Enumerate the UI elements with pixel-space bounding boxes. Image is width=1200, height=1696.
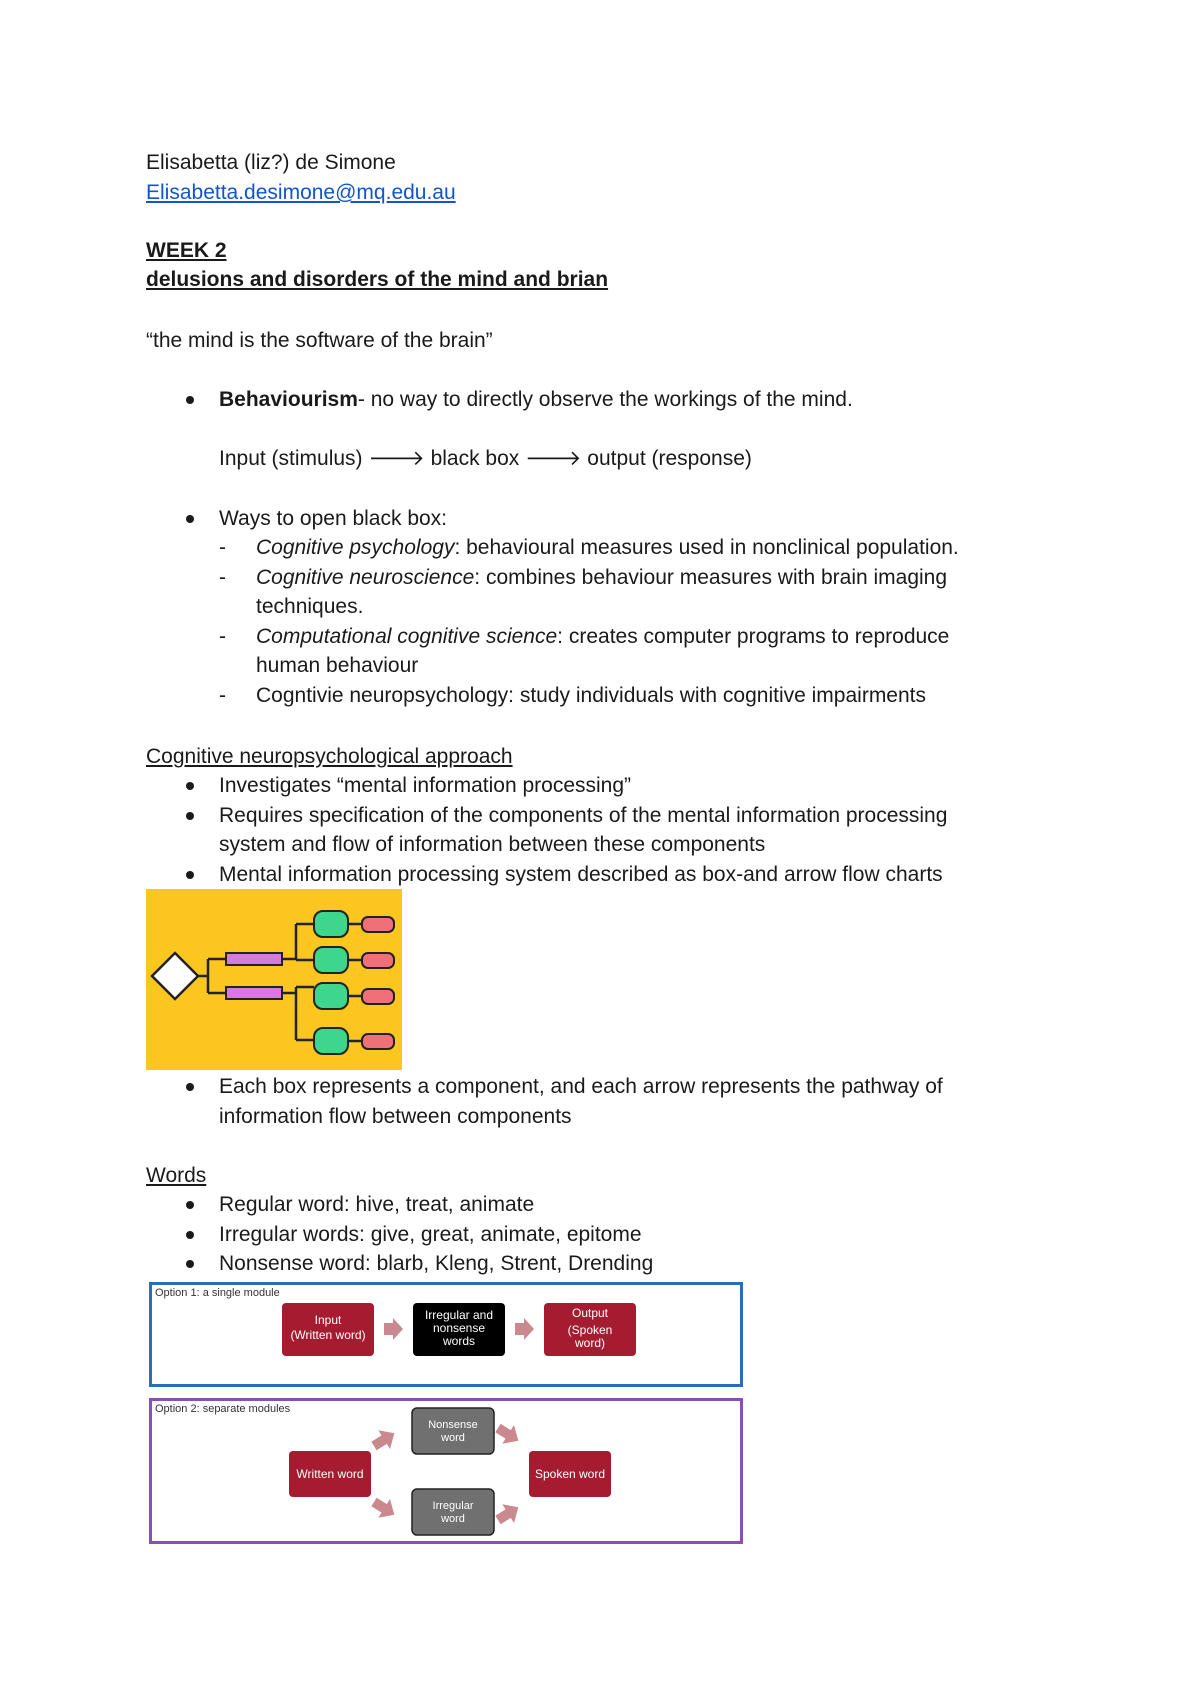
approach-heading: Cognitive neuropsychological approach: [146, 745, 513, 768]
output-box: [362, 1034, 394, 1049]
output-box: [362, 917, 394, 932]
page-title: delusions and disorders of the mind and brian: [146, 268, 609, 291]
irregular-word-label: word: [441, 1513, 465, 1525]
component-box: [314, 947, 348, 973]
written-word-label: Written word: [296, 1467, 364, 1481]
bullet-dot: [186, 515, 194, 523]
approach-after-text: Each box represents a component, and each arrow represents the pathway of: [219, 1075, 943, 1098]
bullet-dot: [186, 812, 194, 820]
flow-black-box: black box: [430, 447, 520, 470]
bullet-dot: [186, 871, 194, 879]
approach-bullet: Investigates “mental information processing”: [219, 774, 632, 797]
option1-diagram: [149, 1282, 743, 1387]
ways-item: Cogntivie neuropsychology: study individuals with cognitive impairments: [256, 684, 927, 707]
irregular-word-label: Irregular: [432, 1500, 474, 1512]
flow-output: output (response): [587, 447, 752, 470]
dash-marker: -: [219, 684, 226, 707]
bullet-dot: [186, 1083, 194, 1091]
output-box-label: word): [574, 1336, 606, 1350]
middle-box-label: nonsense: [432, 1321, 486, 1335]
component-box: [314, 1028, 348, 1054]
behaviourism-text: - no way to directly observe the workings of the mind.: [357, 388, 853, 411]
option2-diagram: [149, 1398, 743, 1544]
input-box-sublabel: (Written word): [290, 1328, 366, 1342]
bullet-dot: [186, 396, 194, 404]
nonsense-word-label: Nonsense: [428, 1419, 478, 1431]
stimulus-response-flow: [219, 446, 752, 471]
approach-bullet-continued: system and flow of information between these components: [219, 833, 766, 856]
author-email-link[interactable]: Elisabetta.desimone@mq.edu.au: [146, 181, 456, 204]
component-box: [314, 911, 348, 937]
output-box: [362, 989, 394, 1004]
process-box: [226, 987, 282, 999]
ways-item-term: Cognitive psychology: [256, 536, 455, 559]
ways-item-text: : combines behaviour measures with brain imaging: [474, 566, 948, 589]
ways-item-text: : creates computer programs to reproduce: [557, 625, 950, 648]
approach-bullet: Requires specification of the components of the mental information processing: [219, 804, 948, 827]
component-box: [314, 983, 348, 1009]
words-bullet: Nonsense word: blarb, Kleng, Strent, Drending: [219, 1252, 654, 1275]
bullet-dot: [186, 1260, 194, 1268]
flow-input: Input (stimulus): [219, 447, 363, 470]
output-box-label: Output: [571, 1306, 609, 1320]
bullet-dot: [186, 782, 194, 790]
week-heading: WEEK 2: [146, 239, 227, 262]
words-bullet: Irregular words: give, great, animate, epitome: [219, 1223, 642, 1246]
middle-box-label: words: [442, 1334, 476, 1348]
dash-marker: -: [219, 566, 226, 589]
option2-label: Option 2: separate modules: [155, 1403, 291, 1415]
spoken-word-label: Spoken word: [534, 1467, 606, 1481]
dash-marker: -: [219, 536, 226, 559]
middle-box-label: Irregular and: [424, 1308, 494, 1322]
behaviourism-line: [219, 387, 853, 412]
quote: “the mind is the software of the brain”: [146, 329, 493, 352]
approach-after-text-continued: information flow between components: [219, 1105, 572, 1128]
arrow-right-icon: 🡒: [525, 447, 582, 470]
ways-item-continued: human behaviour: [256, 654, 419, 677]
output-box: [362, 953, 394, 968]
ways-item-term: Computational cognitive science: [256, 625, 558, 648]
ways-item-text: : behavioural measures used in nonclinical population.: [454, 536, 959, 559]
ways-item: [256, 624, 949, 649]
nonsense-word-box: [412, 1408, 494, 1454]
ways-item-continued: techniques.: [256, 595, 364, 618]
flowchart-illustration: [146, 889, 402, 1070]
approach-bullet: Mental information processing system described as box-and arrow flow charts: [219, 863, 943, 886]
words-heading: Words: [146, 1164, 207, 1187]
dash-marker: -: [219, 625, 226, 648]
option1-label: Option 1: a single module: [155, 1287, 280, 1299]
ways-item: [256, 535, 959, 560]
ways-intro: Ways to open black box:: [219, 507, 448, 530]
process-box: [226, 953, 282, 965]
input-box-label: Input: [314, 1313, 342, 1327]
ways-item-term: Cognitive neuroscience: [256, 566, 475, 589]
bullet-dot: [186, 1231, 194, 1239]
behaviourism-term: Behaviourism: [219, 388, 358, 411]
words-bullet: Regular word: hive, treat, animate: [219, 1193, 535, 1216]
author-name: Elisabetta (liz?) de Simone: [146, 151, 396, 174]
bullet-dot: [186, 1201, 194, 1209]
arrow-right-icon: 🡒: [368, 447, 425, 470]
nonsense-word-label: word: [441, 1432, 465, 1444]
output-box-label: (Spoken: [567, 1323, 613, 1337]
ways-item: [256, 565, 947, 590]
irregular-word-box: [412, 1489, 494, 1535]
